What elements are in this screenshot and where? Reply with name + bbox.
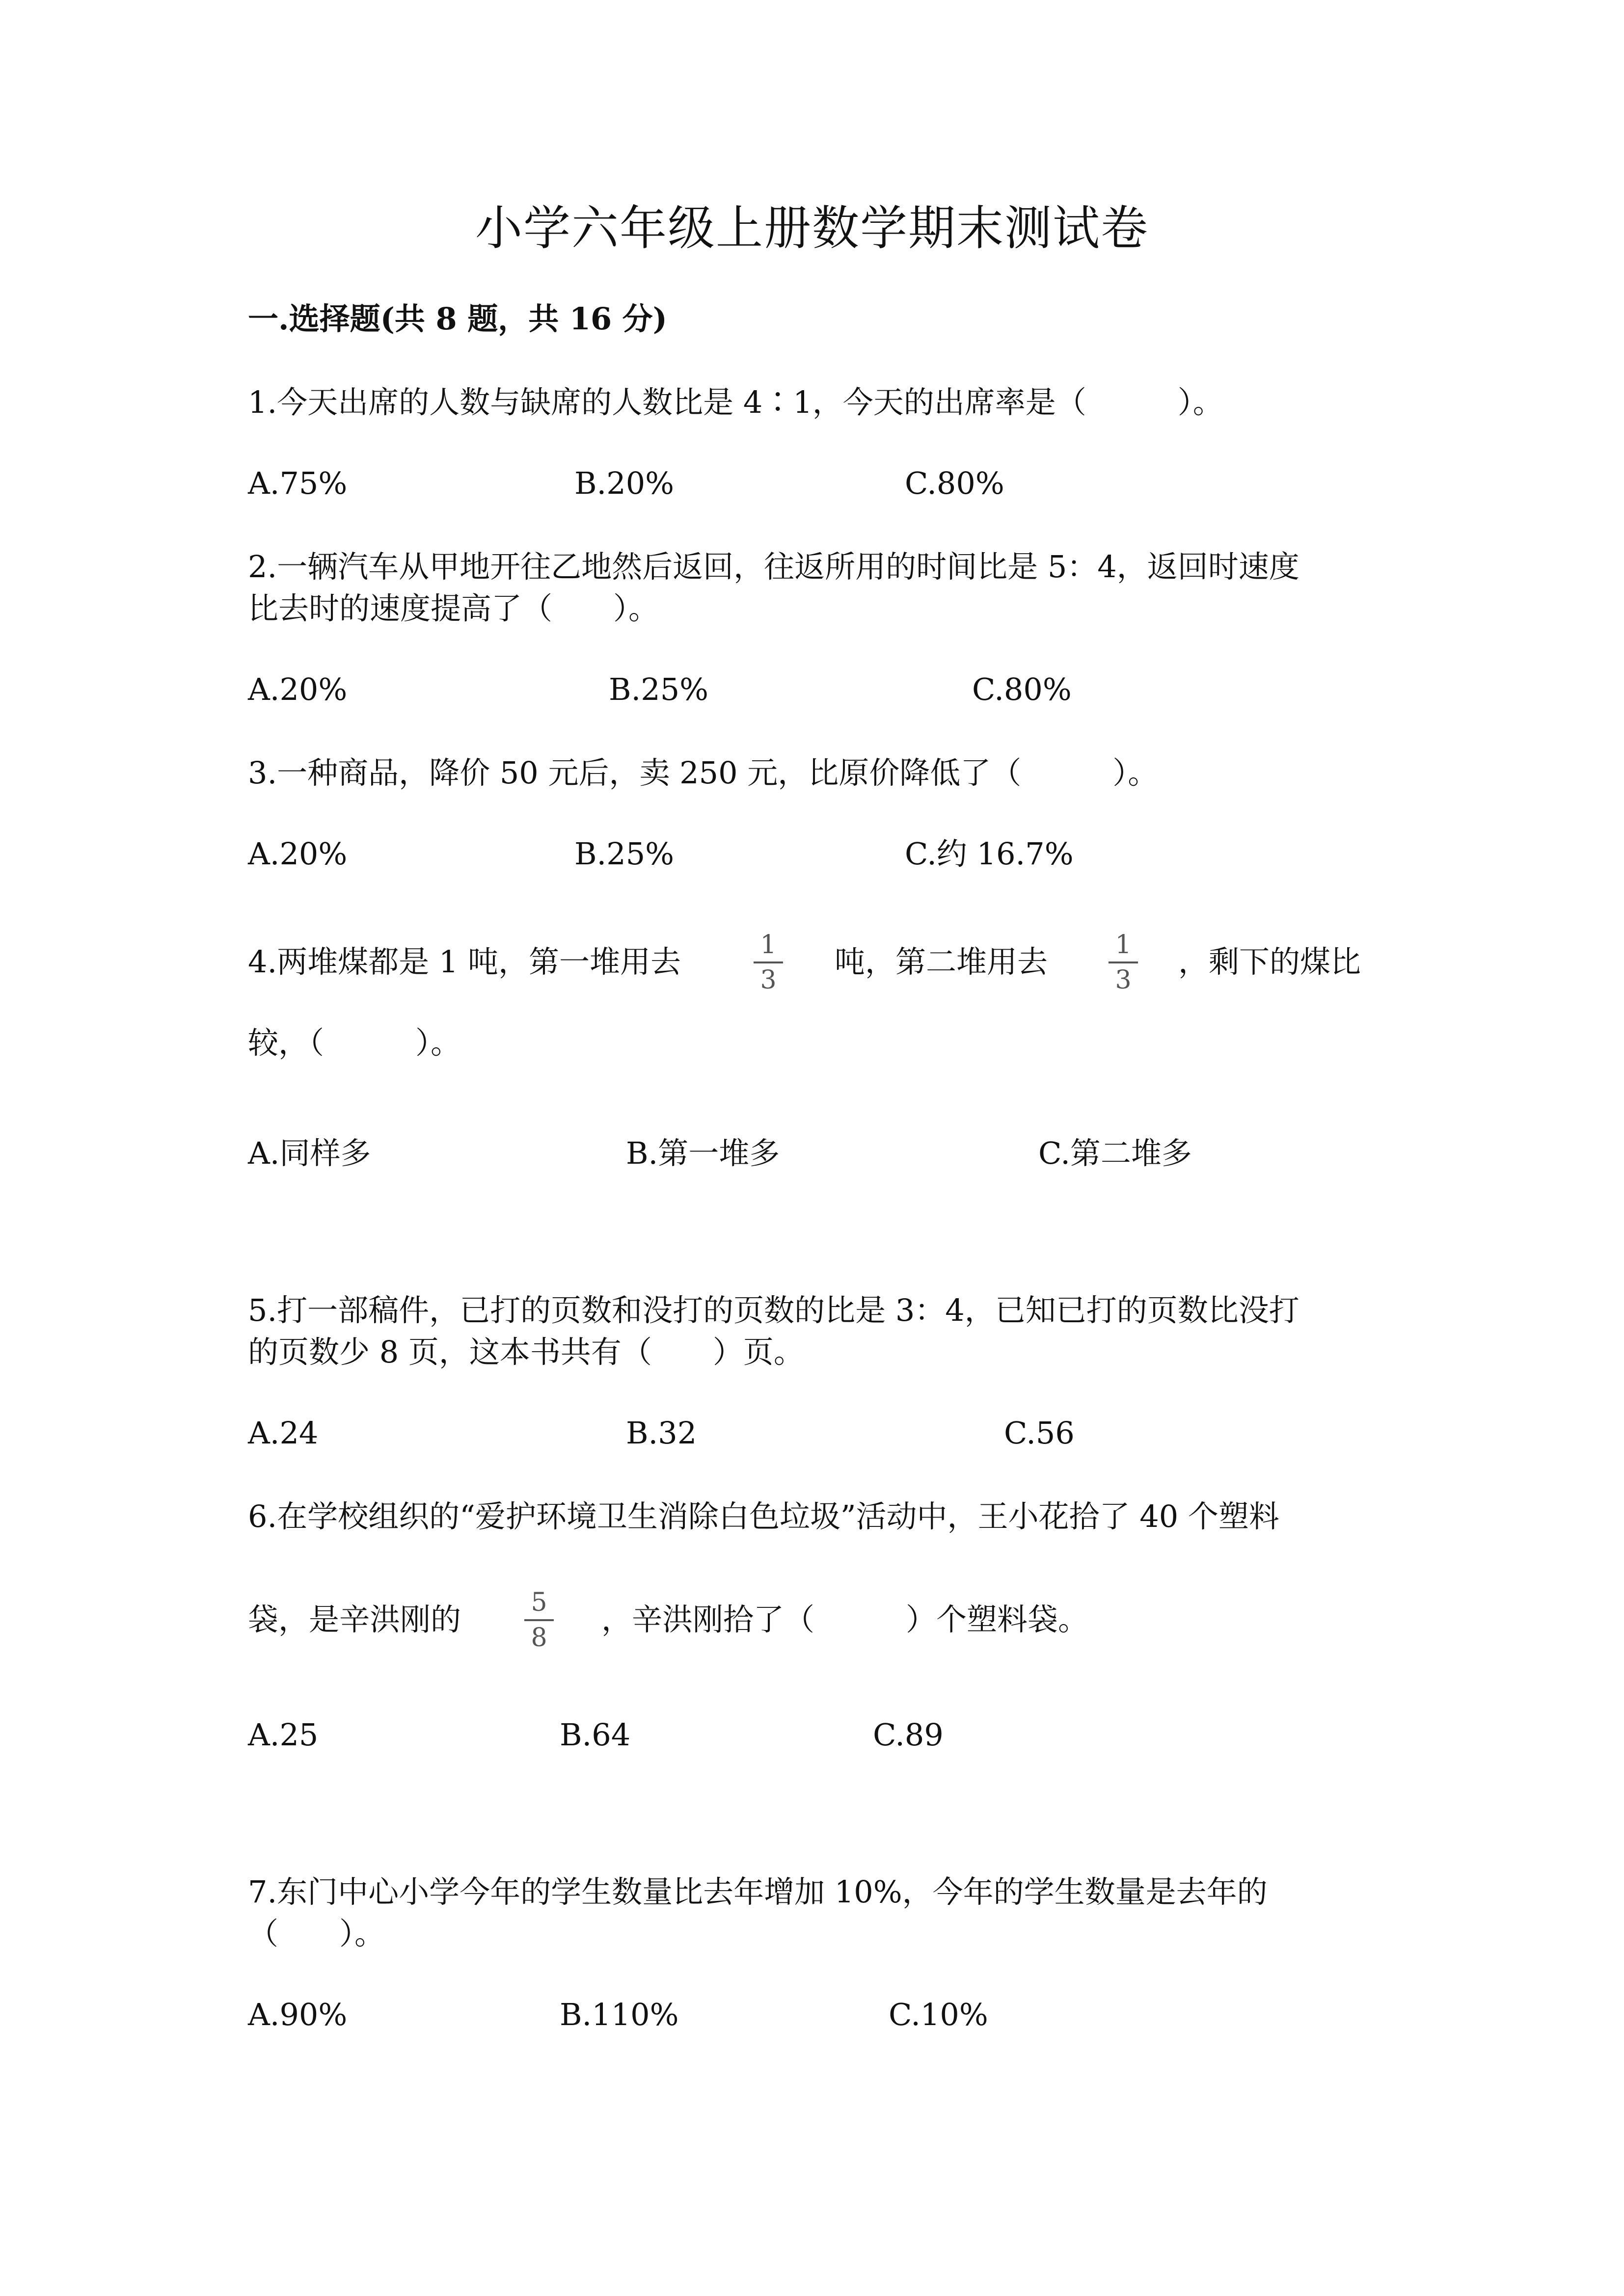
question-4-option-c[interactable]: C.第二堆多 xyxy=(1038,1135,1192,1171)
question-4-text-part-1: 4.两堆煤都是 1 吨，第一堆用去 xyxy=(248,944,681,980)
question-4-option-a[interactable]: A.同样多 xyxy=(248,1135,371,1171)
fraction-bar xyxy=(754,961,783,963)
question-5-option-a[interactable]: A.24 xyxy=(248,1415,319,1451)
question-6-option-c[interactable]: C.89 xyxy=(873,1717,944,1753)
question-5-option-b[interactable]: B.32 xyxy=(626,1415,697,1451)
fraction-numerator: 1 xyxy=(1115,930,1132,960)
question-3-text: 3.一种商品，降价 50 元后，卖 250 元，比原价降低了（ ）。 xyxy=(248,755,1159,791)
section-heading: 一.选择题(共 8 题，共 16 分) xyxy=(248,301,668,337)
question-6-text-part-2: ，辛洪刚拾了（ ）个塑料袋。 xyxy=(601,1602,1089,1637)
question-4-text-line-2: 较，（ ）。 xyxy=(248,1025,461,1061)
fraction-numerator: 5 xyxy=(531,1588,547,1617)
question-6-fraction xyxy=(524,1588,554,1653)
question-1-option-b[interactable]: B.20% xyxy=(574,465,675,501)
question-4-option-b[interactable]: B.第一堆多 xyxy=(626,1135,780,1171)
question-6-text-part-1: 袋，是辛洪刚的 xyxy=(248,1602,461,1637)
question-1-option-c[interactable]: C.80% xyxy=(905,465,1004,501)
fraction-numerator: 1 xyxy=(760,930,777,960)
question-7-text-line-1: 7.东门中心小学今年的学生数量比去年增加 10%，今年的学生数量是去年的 xyxy=(248,1874,1268,1910)
question-2-option-a[interactable]: A.20% xyxy=(248,671,348,707)
fraction-bar xyxy=(1109,961,1138,963)
question-7-text-line-2: （ ）。 xyxy=(248,1916,385,1951)
fraction-denominator: 3 xyxy=(1115,965,1132,995)
question-2-text-line-1: 2.一辆汽车从甲地开往乙地然后返回，往返所用的时间比是 5：4，返回时速度 xyxy=(248,549,1299,585)
question-4-text-part-3: ，剩下的煤比 xyxy=(1178,944,1361,980)
question-5-option-c[interactable]: C.56 xyxy=(1004,1415,1075,1451)
question-7-option-a[interactable]: A.90% xyxy=(248,1997,348,2032)
question-4-fraction-2 xyxy=(1109,930,1138,995)
question-3-option-a[interactable]: A.20% xyxy=(248,836,348,872)
question-1-option-a[interactable]: A.75% xyxy=(248,465,348,501)
question-2-text-line-2: 比去时的速度提高了（ ）。 xyxy=(248,590,659,626)
question-6-text-line-1: 6.在学校组织的“爱护环境卫生消除白色垃圾”活动中，王小花拾了 40 个塑料 xyxy=(248,1498,1279,1534)
question-7-option-b[interactable]: B.110% xyxy=(560,1997,679,2032)
question-3-option-c[interactable]: C.约 16.7% xyxy=(905,836,1074,872)
fraction-denominator: 8 xyxy=(531,1623,547,1653)
question-1-text: 1.今天出席的人数与缺席的人数比是 4∶1，今天的出席率是（ ）。 xyxy=(248,384,1223,420)
question-2-option-b[interactable]: B.25% xyxy=(609,671,709,707)
question-6-option-a[interactable]: A.25 xyxy=(248,1717,319,1753)
question-3-option-b[interactable]: B.25% xyxy=(574,836,675,872)
fraction-denominator: 3 xyxy=(760,965,777,995)
question-7-option-c[interactable]: C.10% xyxy=(889,1997,988,2032)
question-5-text-line-1: 5.打一部稿件，已打的页数和没打的页数的比是 3：4，已知已打的页数比没打 xyxy=(248,1292,1299,1328)
question-5-text-line-2: 的页数少 8 页，这本书共有（ ）页。 xyxy=(248,1334,804,1370)
question-4-text-part-2: 吨，第二堆用去 xyxy=(835,944,1048,980)
question-2-option-c[interactable]: C.80% xyxy=(972,671,1072,707)
page-title: 小学六年级上册数学期末测试卷 xyxy=(475,201,1149,256)
fraction-bar xyxy=(524,1619,554,1621)
question-4-fraction-1 xyxy=(754,930,783,995)
question-6-option-b[interactable]: B.64 xyxy=(560,1717,631,1753)
